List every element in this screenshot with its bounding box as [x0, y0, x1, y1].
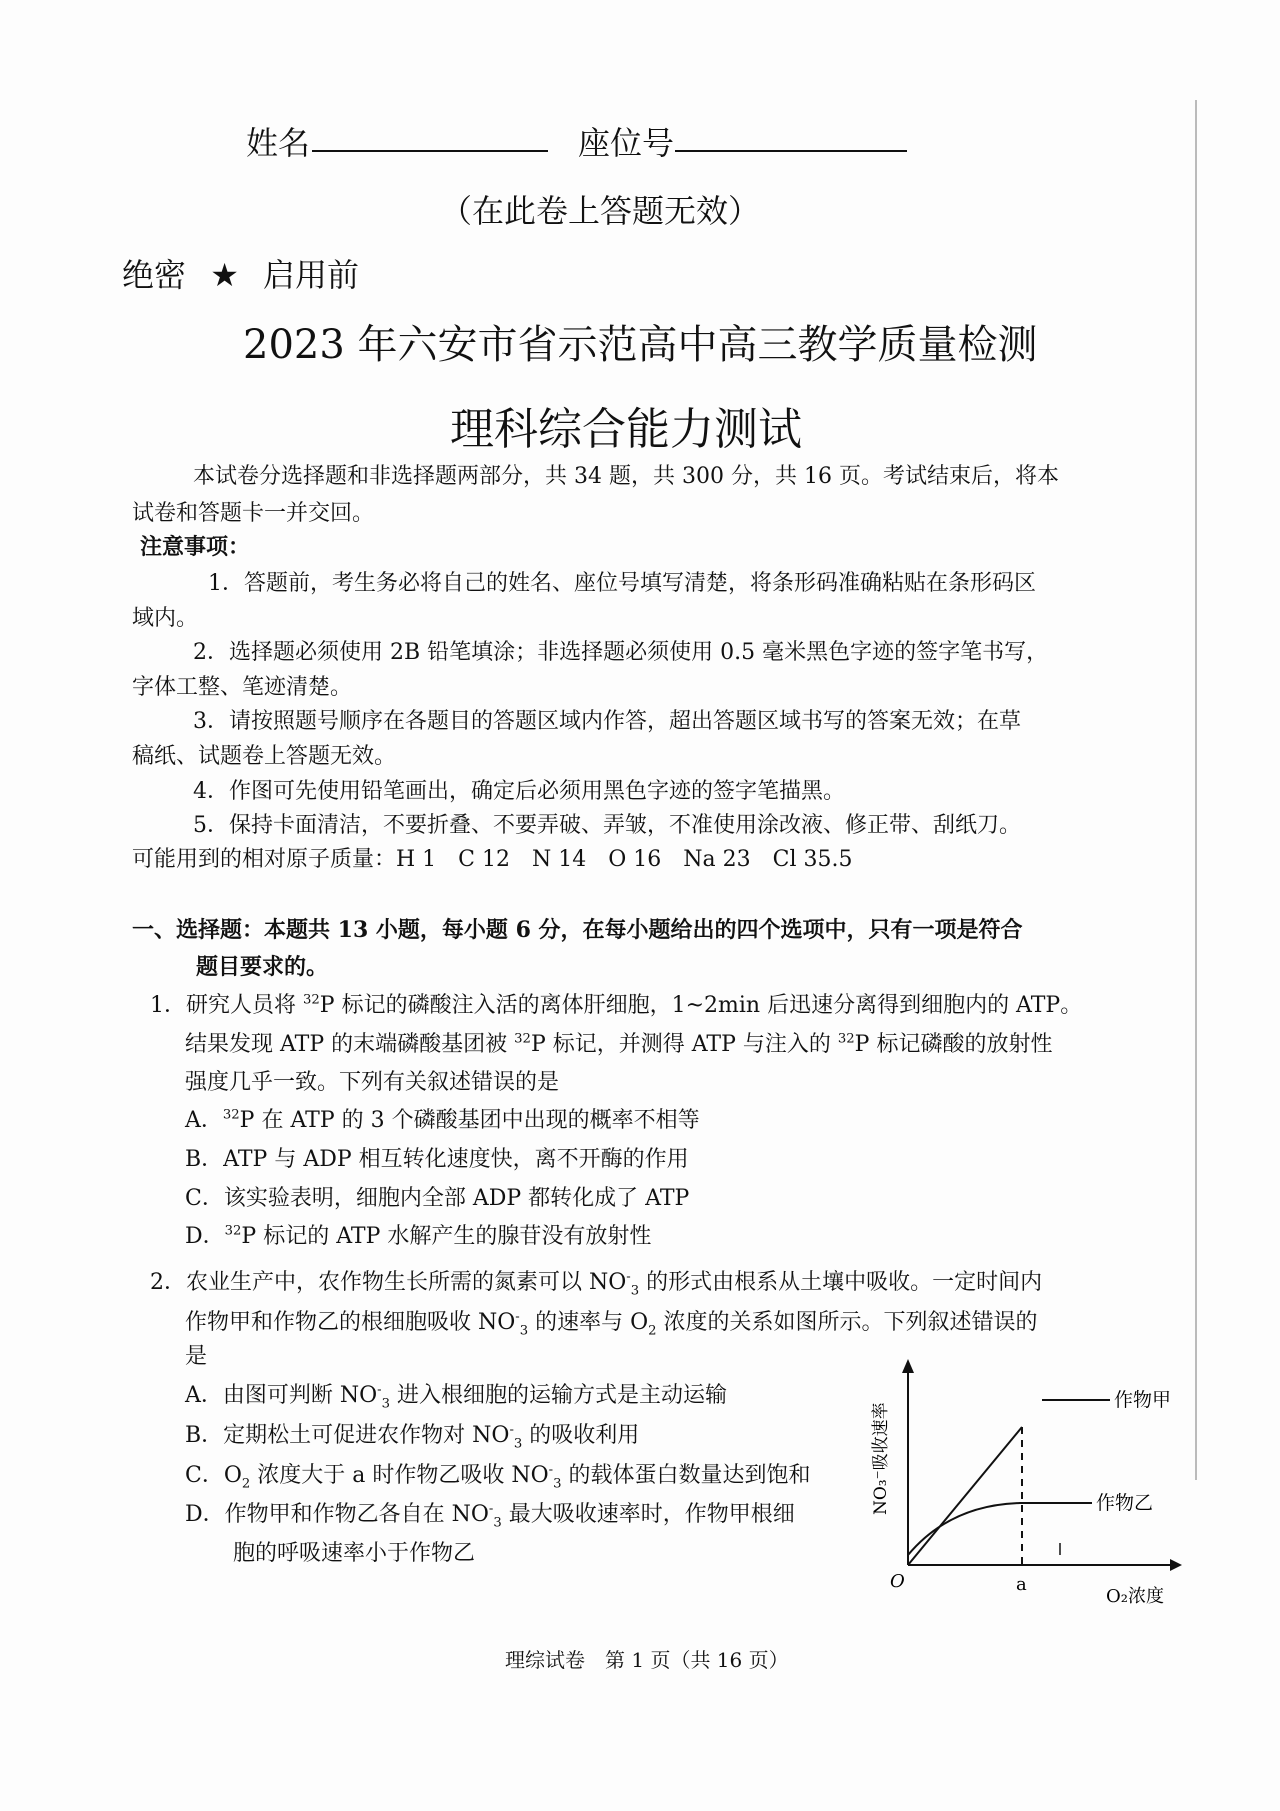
q1-line-2: 结果发现 ATP 的末端磷酸基团被 $^{32}$P 标记，并测得 ATP 与注入的 $^{32}$P 标记磷酸的放射性: [185, 1031, 1053, 1057]
notes-heading: 注意事项：: [140, 534, 251, 560]
origin-label: O: [890, 1571, 905, 1592]
q1-option-a: A．$^{32}$P 在 ATP 的 3 个磷酸基团中出现的概率不相等: [185, 1107, 700, 1133]
sub-title: 理科综合能力测试: [450, 404, 802, 455]
seat-blank: [675, 150, 907, 152]
q1-line-3: 强度几乎一致。下列有关叙述错误的是: [185, 1070, 560, 1095]
q2-option-d-line-1: D．作物甲和作物乙各自在 $NO^-_3$ 最大吸收速率时，作物甲根细: [185, 1501, 795, 1531]
intro-line-2: 试卷和答题卡一并交回。: [132, 501, 375, 526]
a-mark-label: a: [1016, 1574, 1027, 1595]
note-4: 4．作图可先使用铅笔画出，确定后必须用黑色字迹的签字笔描黑。: [193, 779, 845, 804]
y-axis-arrow-icon: [902, 1359, 914, 1373]
curve-crop-a: [908, 1427, 1022, 1565]
q1-option-d: D．$^{32}$P 标记的 ATP 水解产生的腺苷没有放射性: [185, 1223, 652, 1249]
note-3b: 稿纸、试题卷上答题无效。: [132, 744, 397, 769]
note-5: 5．保持卡面清洁，不要折叠、不要弄破、弄皱，不准使用涂改液、修正带、刮纸刀。: [193, 813, 1021, 838]
q2-option-d-line-2: 胞的呼吸速率小于作物乙: [233, 1541, 476, 1566]
section-1-line-2: 题目要求的。: [196, 954, 329, 980]
absorption-rate-figure: [870, 1355, 1190, 1615]
note-3a: 3．请按照题号顺序在各题目的答题区域内作答，超出答题区域书写的答案无效；在草: [193, 709, 1021, 734]
note-2a: 2．选择题必须使用 2B 铅笔填涂；非选择题必须使用 0.5 毫米黑色字迹的签字笔书写，: [193, 640, 1049, 665]
y-axis-label: NO₃⁻吸收速率: [871, 1402, 891, 1515]
x-axis-label: O₂浓度: [1106, 1586, 1164, 1607]
seat-label: 座位号: [578, 124, 675, 162]
q1-option-c: C．该实验表明，细胞内全部 ADP 都转化成了 ATP: [185, 1186, 690, 1211]
invalid-note: （在此卷上答题无效）: [440, 192, 761, 230]
section-1-line-1: 一、选择题：本题共 13 小题，每小题 6 分，在每小题给出的四个选项中，只有一项是符合: [132, 917, 1023, 943]
q2-option-b: B．定期松土可促进农作物对 $NO^-_3$ 的吸收利用: [185, 1422, 640, 1452]
q2-line-2: 作物甲和作物乙的根细胞吸收 $NO^-_3$ 的速率与 $O_2$ 浓度的关系如图所示。下列叙述错误的: [185, 1309, 1038, 1339]
note-1a: 1．答题前，考生务必将自己的姓名、座位号填写清楚，将条形码准确粘贴在条形码区: [208, 571, 1036, 596]
q2-line-3: 是: [185, 1344, 208, 1369]
q1-option-b: B．ATP 与 ADP 相互转化速度快，离不开酶的作用: [185, 1147, 689, 1172]
name-label: 姓名: [246, 124, 311, 162]
note-2b: 字体工整、笔迹清楚。: [132, 675, 353, 700]
secret-label: [122, 250, 359, 296]
main-title: 2023 年六安市省示范高中高三教学质量检测: [243, 322, 1038, 368]
q2-option-a: A．由图可判断 $NO^-_3$ 进入根细胞的运输方式是主动运输: [185, 1382, 728, 1412]
atomic-masses: 可能用到的相对原子质量：H 1 C 12 N 14 O 16 Na 23 Cl 35.5: [132, 847, 853, 872]
page-footer: 理综试卷 第 1 页（共 16 页）: [505, 1648, 789, 1672]
q2-line-1: 2．农业生产中，农作物生长所需的氮素可以 $NO^-_3$ 的形式由根系从土壤中吸收。一定时间内: [150, 1269, 1043, 1299]
q2-option-c: C．$O_2$ 浓度大于 a 时作物乙吸收 $NO^-_3$ 的载体蛋白数量达到饱和: [185, 1462, 811, 1492]
crop-a-label: 作物甲: [1114, 1389, 1172, 1411]
note-1b: 域内。: [132, 606, 199, 631]
scan-edge-line: [1195, 100, 1197, 1480]
name-blank: [312, 150, 548, 152]
secret-suffix: 启用前: [263, 256, 360, 294]
secret-prefix: 绝密: [122, 256, 187, 294]
curve-crop-b: [908, 1503, 1092, 1555]
crop-b-label: 作物乙: [1096, 1492, 1154, 1514]
intro-line-1: 本试卷分选择题和非选择题两部分，共 34 题，共 300 分，共 16 页。考试结束后，将本: [193, 464, 1059, 489]
star-icon: ★: [210, 256, 239, 294]
q1-line-1: 1．研究人员将 $^{32}$P 标记的磷酸注入活的离体肝细胞，1~2min 后迅速分离得到细胞内的 ATP。: [150, 992, 1083, 1018]
x-axis-arrow-icon: [1170, 1559, 1182, 1571]
